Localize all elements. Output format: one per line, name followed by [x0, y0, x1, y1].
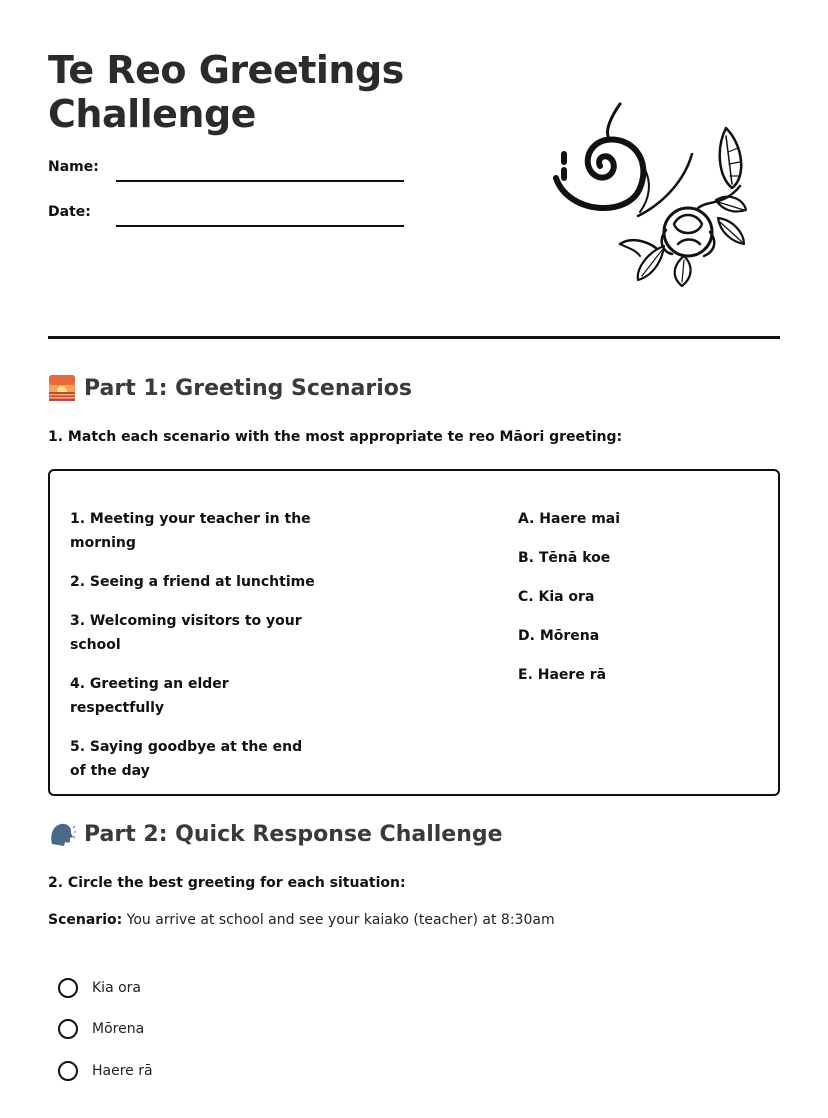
- header-divider: [48, 336, 780, 339]
- part1-heading: [48, 374, 412, 402]
- scenario-item: 1. Meeting your teacher in the morning: [70, 511, 311, 551]
- koru-flower-icon: [548, 96, 748, 288]
- scenario-item: 5. Saying goodbye at the end of the day: [70, 739, 303, 779]
- scenario-prompt: [48, 912, 555, 928]
- date-field-line[interactable]: [116, 225, 404, 227]
- option-label: Mōrena: [92, 1021, 145, 1037]
- radio-circle[interactable]: [58, 1019, 78, 1039]
- title-line-1: Te Reo Greetings: [48, 48, 404, 92]
- scenario-item: 3. Welcoming visitors to your school: [70, 613, 302, 653]
- matching-box: [48, 469, 780, 796]
- date-label: Date:: [48, 204, 91, 220]
- part2-heading-text: Part 2: Quick Response Challenge: [84, 821, 503, 847]
- part1-question: 1. Match each scenario with the most appropriate te reo Māori greeting:: [48, 429, 623, 445]
- option-label: Kia ora: [92, 980, 141, 996]
- title-line-2: Challenge: [48, 92, 256, 136]
- greeting-item: B. Tēnā koe: [518, 550, 611, 566]
- greeting-item: D. Mōrena: [518, 628, 600, 644]
- scenario-item: 2. Seeing a friend at lunchtime: [70, 574, 315, 590]
- greeting-item: A. Haere mai: [518, 511, 621, 527]
- radio-circle[interactable]: [58, 1061, 78, 1081]
- option-kia-ora[interactable]: [58, 978, 141, 998]
- scenario-item: 4. Greeting an elder respectfully: [70, 676, 229, 716]
- option-label: Haere rā: [92, 1063, 153, 1079]
- greeting-item: C. Kia ora: [518, 589, 595, 605]
- part2-heading: [48, 820, 503, 848]
- part2-question: 2. Circle the best greeting for each situation:: [48, 875, 406, 891]
- option-haere-ra[interactable]: [58, 1061, 153, 1081]
- sunrise-emoji-icon: [48, 374, 76, 402]
- scenario-list: [70, 507, 320, 798]
- page-title: [48, 48, 468, 136]
- name-label: Name:: [48, 159, 99, 175]
- scenario-prompt-text: You arrive at school and see your kaiako (teacher) at 8:30am: [122, 912, 555, 928]
- part1-heading-text: Part 1: Greeting Scenarios: [84, 375, 412, 401]
- greeting-list: [518, 507, 718, 702]
- speaking-head-emoji-icon: [48, 820, 76, 848]
- scenario-prompt-label: Scenario:: [48, 912, 123, 928]
- name-field-line[interactable]: [116, 180, 404, 182]
- radio-circle[interactable]: [58, 978, 78, 998]
- option-morena[interactable]: [58, 1019, 144, 1039]
- greeting-item: E. Haere rā: [518, 667, 607, 683]
